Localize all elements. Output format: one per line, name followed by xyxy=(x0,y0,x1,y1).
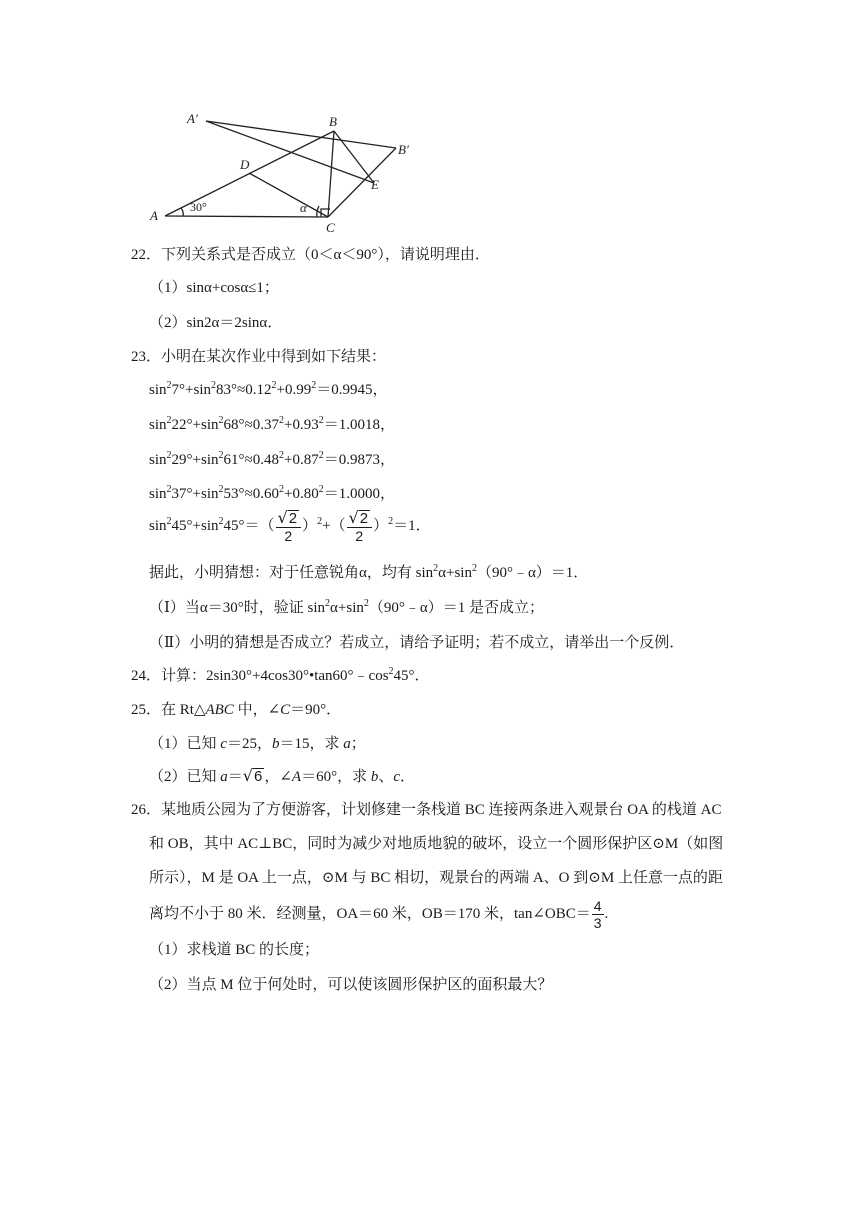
segment-a-prime-b-prime xyxy=(206,121,396,148)
question-number: 26． xyxy=(131,802,162,818)
q23-row-1: $\sin^27^\circ+\sin^283^\circ\approx 0.12^2+0.99^2=0.9945$， xyxy=(149,380,388,398)
question-23 xyxy=(131,347,386,367)
segment-d-c xyxy=(249,173,328,217)
q22-part-1: （1）sinα+cosα≤1； xyxy=(149,280,279,296)
segment-b-prime-c xyxy=(328,148,396,217)
q25-part-2: （2）已知 a＝√6 ，∠A＝60°，求 b、c． xyxy=(149,766,416,785)
segment-b-c xyxy=(328,131,334,217)
question-24: 24．计算：$2\sin 30^\circ+4\cos 30^\circ•\tan 60^\circ﹣\cos^245^\circ$． xyxy=(131,666,430,684)
label-c: C xyxy=(326,220,335,235)
label-b-prime: B′ xyxy=(398,142,409,157)
q26-line-2: 和 OB，其中 AC⊥BC，同时为减少对地质地貌的破坏，设立一个圆形保护区⊙M（如图 xyxy=(149,836,724,852)
question-25: 25．在 Rt△ABC 中，∠C＝90°． xyxy=(131,702,342,718)
q23-part-1: （Ⅰ）当α＝30°时，验证 $\sin^2\alpha+\sin^2(90^\circ﹣\alpha)=1$ 是否成立； xyxy=(149,598,544,616)
q23-row-2: $\sin^222^\circ+\sin^268^\circ\approx 0.37^2+0.93^2=1.0018$， xyxy=(149,415,395,433)
question-number: 24． xyxy=(131,668,162,684)
fraction-4-over-3: $\frac{4}{3}$ xyxy=(593,898,602,932)
label-angle-30: 30° xyxy=(190,200,207,214)
q26-part-2: （2）当点 M 位于何处时，可以使该圆形保护区的面积最大？ xyxy=(149,977,553,993)
question-number: 23． xyxy=(131,349,162,365)
angle-arc-a xyxy=(181,208,183,216)
q23-part-2: （Ⅱ）小明的猜想是否成立？若成立，请给予证明；若不成立，请举出一个反例． xyxy=(149,635,685,651)
q26-part-1: （1）求栈道 BC 的长度； xyxy=(149,942,320,958)
fraction-sqrt2-over-2: $\frac{√2}{2}$ xyxy=(276,510,302,544)
question-22 xyxy=(131,245,490,265)
question-text: 小明在某次作业中得到如下结果： xyxy=(161,349,387,365)
label-d: D xyxy=(240,157,250,172)
segment-a-prime-e xyxy=(206,121,374,183)
label-alpha: α xyxy=(300,200,307,215)
q26-line-3: 所示），M 是 OA 上一点，⊙M 与 BC 相切，观景台的两端 A、O 到⊙M 上任意一点的距 xyxy=(149,870,723,886)
q26-line-4: 离均不小于 80 米．经测量，OA＝60 米，OB＝170 米，tan∠OBC＝ $\frac{4}{3}$ . xyxy=(149,898,609,932)
segment-a-c xyxy=(165,216,328,217)
question-text: 下列关系式是否成立（0＜α＜90°），请说明理由． xyxy=(161,247,490,263)
fraction-sqrt2-over-2: $\frac{√2}{2}$ xyxy=(347,510,373,544)
q22-part-2: （2）sin2α＝2sinα． xyxy=(149,315,283,331)
geometry-figure xyxy=(145,108,420,238)
q23-conjecture: 据此，小明猜想：对于任意锐角α，均有 $\sin^2\alpha+\sin^2(90^\circ﹣\alpha)=1$． xyxy=(149,563,589,581)
question-26: 26．某地质公园为了方便游客，计划修建一条栈道 BC 连接两条进入观景台 OA 的栈道 AC xyxy=(131,802,722,818)
label-e: E xyxy=(371,177,379,192)
label-b: B xyxy=(329,114,337,129)
question-number: 25． xyxy=(131,702,162,718)
label-a: A xyxy=(150,208,158,223)
label-a-prime: A′ xyxy=(187,111,198,126)
q25-part-1: （1）已知 c＝25，b＝15，求 a； xyxy=(149,736,366,752)
q23-row-4: $\sin^237^\circ+\sin^253^\circ\approx 0.60^2+0.80^2=1.0000$， xyxy=(149,484,395,502)
q23-row-3: $\sin^229^\circ+\sin^261^\circ\approx 0.48^2+0.87^2=0.9873$， xyxy=(149,450,395,468)
q23-row-5: $\sin^245^\circ+\sin^245^\circ=$（ $\frac{√2}{2}$ ）$^2$+（ $\frac{√2}{2}$ ）$^2$＝1． xyxy=(149,507,431,544)
question-number: 22． xyxy=(131,247,162,263)
